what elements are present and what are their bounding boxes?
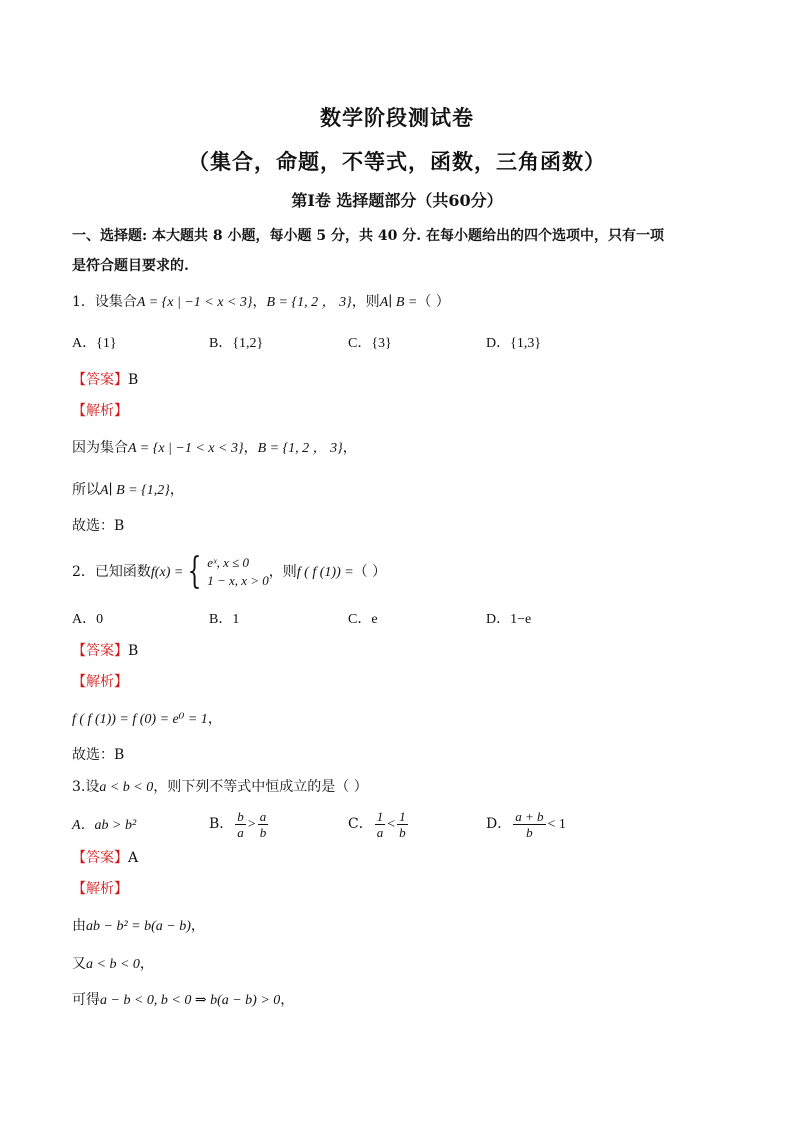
q3-sol3-end: ， [280,992,295,1008]
q1-sol1-end: ， [342,440,357,456]
q1-stem-mid: ，则 [351,294,380,310]
q1-sol2-prefix: 所以 [72,482,100,498]
denominator: a [376,824,384,840]
q3-option-a [72,815,136,836]
q2-option-a: A．0 [72,612,104,627]
q3-option-b [209,804,270,845]
q2-piecewise-cases [207,554,269,590]
q2-answer-value: B [128,643,139,659]
q3-answer-value: A [128,850,139,866]
q2-case-2: 1 − x, x > 0 [207,573,269,588]
q2-solution [72,709,222,730]
question-3-stem [72,777,368,798]
q3-solution-line3 [72,990,294,1011]
q3-sol3-expr: a − b < 0, b < 0 ⇒ b(a − b) > 0 [100,993,281,1008]
q1-set-a: A = {x | −1 < x < 3} [136,295,253,310]
denominator: b [399,824,406,840]
q3-sol1-expr: ab − b² = b(a − b) [86,919,191,934]
q1-expression: A∣ B = [379,295,418,310]
q1-sol2-expr: A∣ B = {1,2} [100,483,170,498]
q1-sep: ， [252,294,267,310]
numerator: a + b [515,808,544,824]
q3-option-d-tail: < 1 [547,817,566,832]
fraction [258,809,269,840]
q1-sol1-prefix: 因为集合 [72,440,128,456]
q2-stem-prefix: 2．已知函数 [72,564,151,580]
q2-analysis-label: 【解析】 [72,674,128,690]
section-instruction-line2: 是符合题目要求的. [72,258,189,274]
question-2-stem [72,552,386,593]
q3-analysis-label: 【解析】 [72,881,128,897]
denominator: a [237,824,244,840]
q1-sol1-sep: ， [243,440,258,456]
q1-answer-value: B [128,372,139,388]
q1-set-b: B = {1, 2 ， 3} [266,295,352,310]
q3-answer [72,848,138,868]
q2-case-1: eˣ, x ≤ 0 [207,555,250,570]
numerator: 1 [376,808,384,824]
q2-solution-end: ， [207,711,222,727]
q3-option-d [486,804,566,845]
exam-subtitle: （集合，命题，不等式，函数，三角函数） [188,149,606,174]
fraction [513,809,545,840]
q1-option-b: B．{1,2} [209,336,264,351]
answer-label: 【答案】 [72,643,128,659]
numerator: 1 [399,808,406,824]
q3-stem-rest: ，则下列不等式中恒成立的是（ ） [153,779,368,795]
operator: < [387,817,396,832]
q3-option-c-label: C． [348,816,373,832]
q3-sol3-prefix: 可得 [72,992,100,1008]
q3-sol2-prefix: 又 [72,956,86,972]
section-instruction-line1: 一、选择题: 本大题共 8 小题，每小题 5 分，共 40 分. 在每小题给出的四个选项中，只有一项 [72,228,664,244]
q1-answer-paren: （ ） [417,294,450,310]
q3-sol2-expr: a < b < 0 [86,957,140,972]
q1-option-c: C．{3} [348,336,392,351]
fraction [397,809,408,840]
question-1-stem [72,292,450,313]
q3-condition: a < b < 0 [99,780,154,795]
q2-answer [72,641,138,661]
q3-solution-line2 [72,954,154,975]
denominator: b [259,824,267,840]
q2-expression: f ( f (1)) = [296,565,354,580]
q1-option-a: A．{1} [72,336,117,351]
q2-stem-mid: ，则 [268,564,297,580]
numerator: b [237,808,244,824]
q3-option-b-label: B． [209,816,234,832]
q1-sol1-set-b: B = {1, 2 ， 3} [257,441,343,456]
q2-conclusion: 故选：B [72,747,125,763]
denominator: b [526,824,533,840]
q3-option-c [348,804,410,845]
answer-label: 【答案】 [72,372,128,388]
operator: > [247,817,256,832]
q1-sol1-set-a: A = {x | −1 < x < 3} [128,441,244,456]
exam-title: 数学阶段测试卷 [320,105,474,130]
q1-solution-line1 [72,438,357,459]
q3-stem-prefix: 3.设 [72,779,100,795]
q2-function-lhs: f(x) = [150,565,184,580]
q3-solution-line1 [72,916,205,937]
q2-answer-paren: （ ） [353,564,387,580]
q1-option-d: D．{1,3} [486,336,542,351]
q3-sol1-end: ， [190,918,205,934]
left-brace-icon: { [187,551,202,592]
q1-answer [72,370,138,390]
q1-solution-line2 [72,480,184,501]
q3-option-d-label: D． [486,816,512,832]
q1-analysis-label: 【解析】 [72,403,128,419]
q2-option-c: C．e [348,612,378,627]
q3-option-a-text: A．ab > b² [72,818,137,833]
part-heading: 第Ⅰ卷 选择题部分（共60分） [291,191,503,210]
q2-solution-expr: f ( f (1)) = f (0) = e⁰ = 1 [72,712,208,727]
answer-label: 【答案】 [72,850,128,866]
q3-sol2-end: ， [139,956,154,972]
q1-conclusion: 故选：B [72,518,125,534]
q2-option-d: D．1−e [486,612,532,627]
fraction [375,809,386,840]
numerator: a [259,808,267,824]
q2-option-b: B．1 [209,612,240,627]
q3-sol1-prefix: 由 [72,918,86,934]
q1-sol2-end: ， [169,482,184,498]
q1-stem-prefix: 1．设集合 [72,294,137,310]
fraction [235,809,246,840]
